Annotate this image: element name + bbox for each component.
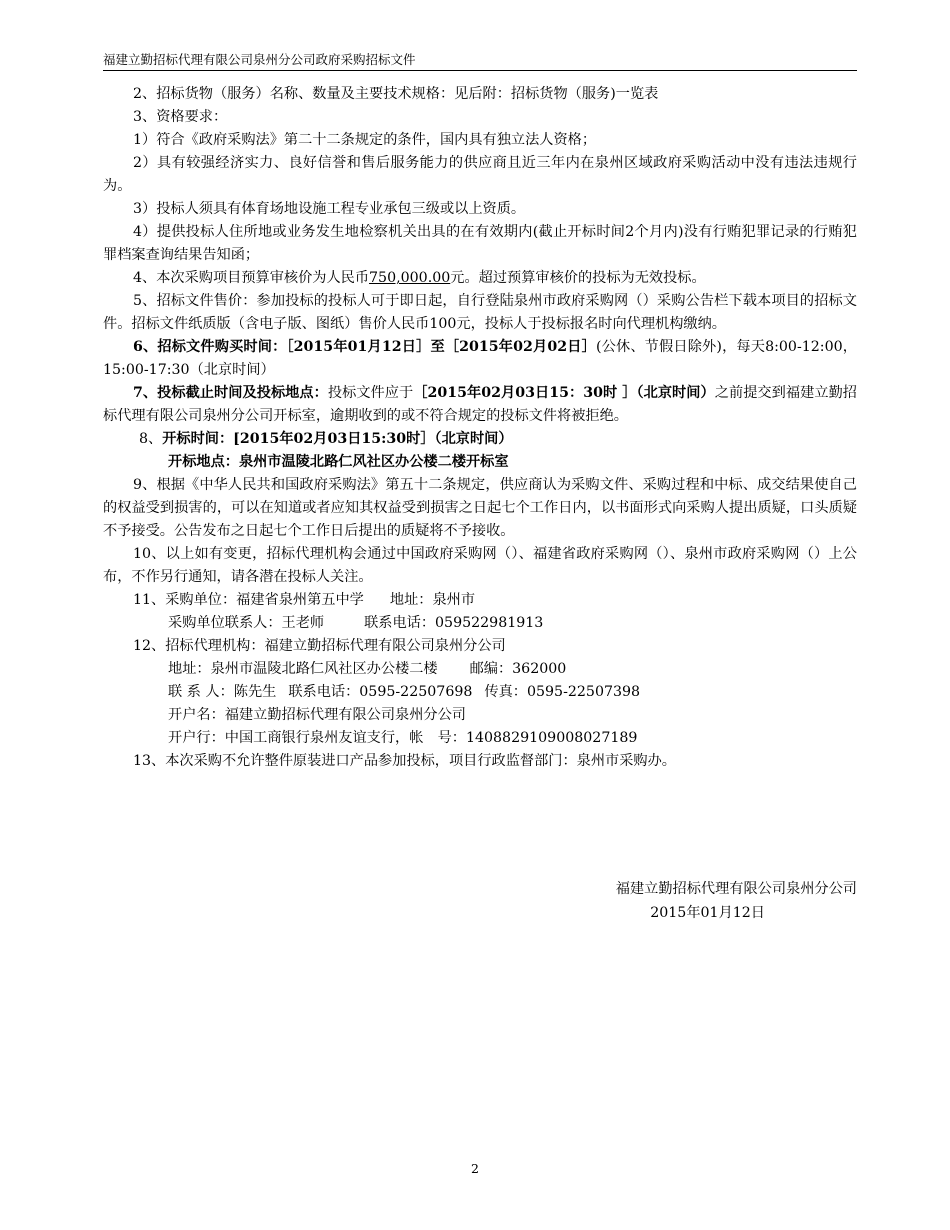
agency-phone: 联系电话：0595-22507698 — [288, 684, 473, 700]
signature-block — [517, 877, 857, 925]
signature-date: 2015年01月12日 — [650, 905, 765, 921]
purchaser-contact: 采购单位联系人：王老师 — [168, 615, 325, 631]
item-7-mid: 投标文件应于 — [327, 385, 414, 401]
item-3: 3、资格要求： — [133, 109, 228, 125]
agency-postcode: 邮编：362000 — [469, 661, 567, 677]
purchaser-phone: 联系电话：059522981913 — [364, 615, 544, 631]
item-6-label: 6、招标文件购买时间：［2015年01月12日］至［2015年02月02日］ — [133, 339, 596, 355]
account-name: 开户名：福建立勤招标代理有限公司泉州分公司 — [168, 707, 466, 723]
item-4 — [103, 267, 857, 290]
header-title: 福建立勤招标代理有限公司泉州分公司政府采购招标文件 — [103, 52, 416, 67]
qualification-3: 3）投标人须具有体育场地设施工程专业承包三级或以上资质。 — [133, 201, 526, 217]
bank-account: 开户行：中国工商银行泉州友谊支行，帐 号：1408829109008027189 — [168, 730, 638, 746]
qualification-2: 2）具有较强经济实力、良好信誉和售后服务能力的供应商且近三年内在泉州区域政府采购活动中没有违法违规行为。 — [103, 155, 857, 194]
opening-time: 开标时间：[2015年02月03日15:30时］（北京时间） — [162, 431, 513, 447]
item-8 — [103, 428, 857, 451]
item-11 — [103, 589, 857, 612]
budget-amount: 750,000.00 — [369, 270, 451, 286]
signature-company: 福建立勤招标代理有限公司泉州分公司 — [615, 881, 857, 897]
agency-contact: 联 系 人：陈先生 — [168, 684, 277, 700]
purchaser: 11、采购单位：福建省泉州第五中学 — [133, 592, 364, 608]
item-10: 10、以上如有变更，招标代理机构会通过中国政府采购网（）、福建省政府采购网（）、泉州市政府采购网（）上公布，不作另行通知，请各潜在投标人关注。 — [103, 546, 857, 585]
item-6 — [103, 336, 857, 382]
item-4-prefix: 4、本次采购项目预算审核价为人民币 — [133, 270, 370, 286]
item-5: 5、招标文件售价：参加投标的投标人可于即日起，自行登陆泉州市政府采购网（）采购公告栏下载本项目的招标文件。招标文件纸质版（含电子版、图纸）售价人民币100元，投标人于投标报名时向代理机构缴纳。 — [103, 293, 857, 332]
qualification-4: 4）提供投标人住所地或业务发生地检察机关出具的在有效期内(截止开标时间2个月内)没有行贿犯罪记录的行贿犯罪档案查询结果告知函； — [103, 224, 857, 263]
item-13: 13、本次采购不允许整件原装进口产品参加投标，项目行政监督部门：泉州市采购办。 — [133, 753, 676, 769]
agency-fax: 传真：0595-22507398 — [484, 684, 641, 700]
item-4-suffix: 元。超过预算审核价的投标为无效投标。 — [450, 270, 706, 286]
document-body — [103, 83, 857, 773]
purchaser-address: 地址：泉州市 — [389, 592, 476, 608]
item-12: 12、招标代理机构：福建立勤招标代理有限公司泉州分公司 — [133, 638, 506, 654]
opening-place: 开标地点：泉州市温陵北路仁风社区办公楼二楼开标室 — [168, 454, 509, 470]
item-7 — [103, 382, 857, 428]
item-7-time: ［2015年02月03日15：30时 ］（北京时间） — [413, 385, 715, 401]
purchaser-contact-line — [103, 612, 857, 635]
agency-address: 地址：泉州市温陵北路仁风社区办公楼二楼 — [168, 661, 438, 677]
page-number: 2 — [471, 1161, 479, 1176]
item-9: 9、根据《中华人民共和国政府采购法》第五十二条规定，供应商认为采购文件、采购过程和中标、成交结果使自己的权益受到损害的，可以在知道或者应知其权益受到损害之日起七个工作日内，以书面形式向采购人提出质疑，口头质疑不予接受。公告发布之日起七个工作日后提出的质疑将不予接收。 — [103, 477, 857, 539]
item-6-rest: (公休、节假日除外)，每天8:00-12:00，15:00-17:30（北京时间） — [103, 339, 857, 378]
item-8-number: 8、 — [139, 431, 163, 447]
agency-address-line — [103, 658, 857, 681]
qualification-1: 1）符合《政府采购法》第二十二条规定的条件，国内具有独立法人资格； — [133, 132, 597, 148]
item-7-post: 之前提交到福建立勤招标代理有限公司泉州分公司开标室，逾期收到的或不符合规定的投标文件将被拒绝。 — [103, 385, 857, 424]
page-header — [103, 51, 857, 71]
item-2: 2、招标货物（服务）名称、数量及主要技术规格：见后附：招标货物（服务)一览表 — [133, 86, 659, 102]
item-7-label: 7、投标截止时间及投标地点： — [133, 385, 328, 401]
agency-contact-line — [103, 681, 857, 704]
